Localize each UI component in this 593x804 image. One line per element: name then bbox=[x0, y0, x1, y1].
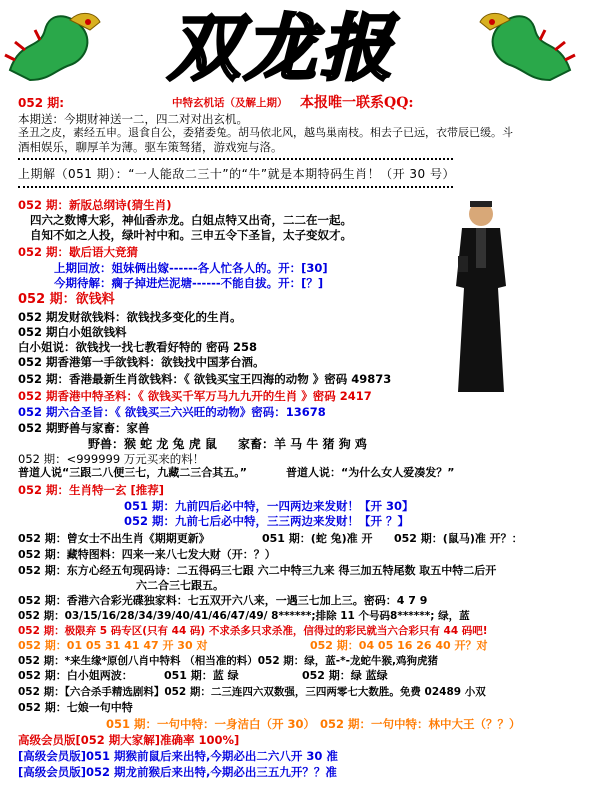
misc-line: 051 期：蓝 绿 bbox=[164, 669, 239, 682]
misc-line: 051 期：(蛇 兔)准 开 bbox=[262, 532, 373, 545]
misc-line: 052 期：绿 蓝绿 bbox=[302, 669, 388, 682]
misc-line: 052 期：藏特图料：四来一来八七发大财（开：？） bbox=[18, 548, 276, 561]
vip-line1: 高级会员版[052 期大家解]准确率 100%] bbox=[18, 733, 240, 747]
last-issue-answer: 上期解（051 期）：“一人能敌二三十”的“牛”就是本期特码生肖！（开 30 号） bbox=[18, 167, 455, 181]
money-line: 052 期：香港最新生肖欲钱料：《 欲钱买宝王四海的动物 》密码 49873 bbox=[18, 372, 392, 386]
misc-line: 052 期：03/15/16/28/34/39/40/41/46/47/49/ 8******;排除 11 个号码8******; 绿，蓝 bbox=[18, 610, 470, 622]
misc-line: 052 期：*来生缘*原创八肖中特料 （相当准的料）052 期：绿，蓝-*-龙蛇牛猴,鸡狗虎猪 bbox=[18, 655, 438, 667]
shengxiao-header: 052 期：生肖特一玄 [推荐] bbox=[18, 483, 165, 497]
misc-line: 052 期：曾女士不出生肖《期期更新》 bbox=[18, 532, 210, 545]
money-line: 052 期：<999999 万元买来的料！ bbox=[18, 452, 205, 466]
block1-line3: 酒相娱乐，聊厚羊为薄。驱车策驽猪，游戏宛与洛。 bbox=[18, 140, 283, 154]
misc-line: 052 期：极限弃 5 码专区(只有 44 码) 不求杀多只求杀准，信得过的彩民就当六合彩只有 44 码吧! bbox=[18, 625, 488, 637]
misc-line: 六二合三七跟五。 bbox=[136, 579, 224, 592]
domestic-animals: 家畜：羊 马 牛 猪 狗 鸡 bbox=[238, 437, 367, 451]
money-line: 052 期香港中特圣料：《 欲钱买千军万马九九开的生肖 》密码 2417 bbox=[18, 389, 372, 403]
riddle-last: 上期回放：姐妹俩出嫁------各人忙各人的。开：[30] bbox=[54, 261, 328, 275]
vip-line3: [高级会员版]052 期龙前猴后来出特,今期必出三五九开？？准 bbox=[18, 765, 337, 779]
money-header: 052 期：欲钱料 bbox=[18, 292, 115, 307]
page-title bbox=[168, 5, 438, 90]
shengxiao-line1: 051 期：九前四后必中特，一四两边来发财！【开 30】 bbox=[124, 499, 414, 513]
poem-header: 052 期：新版总纲诗(猜生肖) bbox=[18, 198, 172, 212]
money-line: 052 期野兽与家畜：家兽 bbox=[18, 421, 150, 435]
misc-line: 052 期：01 05 31 41 47 开 30 对 bbox=[18, 639, 208, 652]
block1-issue: 052 期: bbox=[18, 96, 65, 110]
block1-line1: 本期送：今期财神送一二，四二对对出玄机。 bbox=[18, 112, 248, 126]
yiju-last: 051 期：一句中特：一身洁白（开 30） bbox=[106, 717, 316, 731]
poem-line1: 四六之数博大彩，神仙香赤龙。白姐点特又出奇，二二在一起。 bbox=[30, 213, 352, 227]
dragon-right-icon bbox=[470, 0, 582, 90]
taoist-say-1: 普道人说“三跟二八便三七，九藏二三合其五。” bbox=[18, 466, 247, 479]
divider bbox=[18, 158, 453, 160]
money-line: 052 期白小姐欲钱料 bbox=[18, 325, 127, 339]
misc-line: 052 期：东方心经五句现码诗：二五得码三七跟 六二中特三九来 得三加五特尾数 取五中特二后开 bbox=[18, 564, 497, 577]
block1-line2: 圣丑之皮，素经五申。退食自公，委猪委兔。胡马依北风，越鸟巢南枝。相去子已远，衣带辰已缓。斗 bbox=[18, 126, 513, 139]
contact-slogan: 本报唯一联系QQ: bbox=[300, 95, 414, 111]
yiju-this: 052 期：一句中特：林中大王（？？） bbox=[320, 717, 521, 731]
poem-line2: 自知不如之人投，绿叶衬中和。三申五令下圣旨，太子变奴才。 bbox=[30, 228, 352, 242]
riddle-header: 052 期：歇后语大竞猜 bbox=[18, 245, 139, 259]
misc-line: 052 期：白小姐两波： bbox=[18, 669, 133, 682]
money-line: 052 期香港第一手欲钱料：欲钱找中国茅台酒。 bbox=[18, 355, 265, 369]
wild-animals: 野兽：猴 蛇 龙 兔 虎 鼠 bbox=[88, 437, 217, 451]
money-line: 白小姐说：欲钱找一找七教看好特的 密码 258 bbox=[18, 340, 258, 354]
misc-line: 052 期：【六合杀手精选剧料】052 期：二三连四六双数强，三四两零七大数胜。免费 02489 小双 bbox=[18, 686, 486, 698]
vip-line2: [高级会员版]051 期猴前鼠后来出特,今期必出二六八开 30 准 bbox=[18, 749, 338, 763]
money-line: 052 期发财欲钱料：欲钱找多变化的生肖。 bbox=[18, 310, 242, 324]
misc-line: 052 期：04 05 16 26 40 开？对 bbox=[310, 639, 488, 652]
divider bbox=[18, 186, 453, 188]
shengxiao-line2: 052 期：九前七后必中特，三三两边来发财！【开 ？】 bbox=[124, 514, 410, 528]
block1-headline: 中特玄机话（及解上期） bbox=[172, 97, 288, 109]
taoist-say-2: 普道人说：“为什么女人爱凑发？” bbox=[286, 466, 455, 479]
misc-line: 052 期：七娘一句中特 bbox=[18, 701, 133, 714]
money-line: 052 期六合圣旨：《 欲钱买三六兴旺的动物》密码：13678 bbox=[18, 405, 326, 419]
dragon-left-icon bbox=[0, 0, 112, 90]
person-figure bbox=[448, 196, 514, 396]
misc-line: 052 期：香港六合彩光碟独家料：七五双开六八来，一遇三七加上三。密码：4 7 9 bbox=[18, 594, 428, 607]
misc-line: 052 期：(鼠马)准 开？： bbox=[394, 532, 523, 545]
title-text: 双龙报 bbox=[168, 5, 397, 90]
riddle-this: 今期待解：瘸子掉进烂泥塘------不能自拔。开：[？] bbox=[54, 276, 324, 290]
